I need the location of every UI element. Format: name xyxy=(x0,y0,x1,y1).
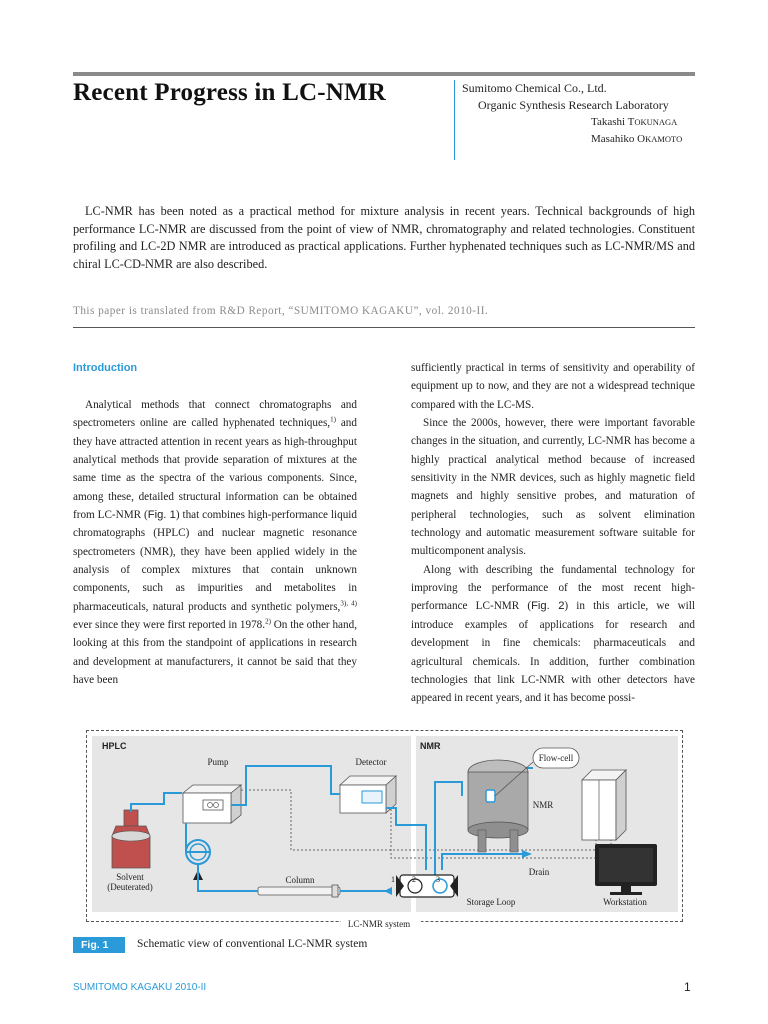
abstract: LC-NMR has been noted as a practical method for mixture analysis in recent years. Technical backgrounds of high performance LC-NMR are discussed from the point of view of NMR, chromatography and related technologies. Constituent profiling and LC-2D NMR are introduced as practical applications. Further hyphenated techniques such as LC-NMR/MS and chiral LC-CD-NMR are also described. xyxy=(73,204,695,271)
detector-label: Detector xyxy=(355,757,387,767)
intro-paragraph-continued: sufficiently practical in terms of sensitivity and operability of equipment up to now, and they are not a widespread technique compared with the LC-MS. xyxy=(411,362,695,411)
affiliation-company: Sumitomo Chemical Co., Ltd. xyxy=(462,81,607,95)
paper-title: Recent Progress in LC-NMR xyxy=(73,79,387,106)
affiliation-lab: Organic Synthesis Research Laboratory xyxy=(478,98,669,112)
fig1-reference: Fig. 1 xyxy=(147,509,176,522)
section-rule xyxy=(73,327,695,328)
author-2: Masahiko OKAMOTO xyxy=(591,133,683,145)
column-tube xyxy=(258,885,340,897)
solvent-sublabel: (Deuterated) xyxy=(107,882,153,892)
intro-paragraph-3: Along with describing the fundamental technology for improving the performance of the most recent high-performance LC-NMR (Fig. 2) in this article, we will introduce examples of applications for research and development in fine chemicals: pharmaceuticals and agricultural chemicals. In addition, further combination technologies that link LC-NMR with other detectors have appeared in recent years, and it has become possi- xyxy=(411,563,695,705)
column-label: Column xyxy=(285,875,315,885)
flow-cell-label: Flow-cell xyxy=(538,753,574,763)
page-number: 1 xyxy=(684,980,691,994)
left-column xyxy=(73,396,357,690)
solvent-label: Solvent xyxy=(116,872,144,882)
valve-port-2: 2 xyxy=(412,875,416,884)
valve-port-1: 1 xyxy=(391,875,395,884)
lc-nmr-schematic xyxy=(86,730,683,935)
storage-loop-label: Storage Loop xyxy=(466,897,516,907)
intro-paragraph-2: Since the 2000s, however, there were important favorable changes in the situation, and currently, LC-NMR has become a highly practical analytical method because of increased sensitivity in the NMR devices, such as highly magnetic field magnets and highly sensitive probes, and maturation of peripheral technologies, such as solvent elimination technology and automatic measurement software suitable for multicomponent analysis. xyxy=(411,417,695,558)
right-column xyxy=(411,359,695,708)
figure-caption: Schematic view of conventional LC-NMR system xyxy=(137,938,368,950)
journal-footer: SUMITOMO KAGAKU 2010-II xyxy=(73,982,207,993)
valve-unit xyxy=(396,875,458,897)
header-divider xyxy=(454,80,455,160)
nmr-unit-label: NMR xyxy=(532,800,554,810)
hplc-label: HPLC xyxy=(102,741,127,751)
nmr-console-icon xyxy=(582,770,626,840)
valve-port-3: 3 xyxy=(436,875,440,884)
header-bar xyxy=(73,72,695,76)
fig2-reference: Fig. 2 xyxy=(531,600,565,613)
section-heading-introduction: Introduction xyxy=(73,362,138,374)
nmr-label: NMR xyxy=(420,741,441,751)
translation-note: This paper is translated from R&D Report, “SUMITOMO KAGAKU”, vol. 2010-II. xyxy=(73,305,489,317)
pump-label: Pump xyxy=(207,757,229,767)
author-1: Takashi TOKUNAGA xyxy=(591,116,678,128)
system-label: LC-NMR system xyxy=(347,919,411,929)
drain-label: Drain xyxy=(528,867,550,877)
intro-paragraph-1: Analytical methods that connect chromatographs and spectrometers online are called hyphenated techniques,$^{1)}$ and they have attracted attention in recent years as high-throughput analytical methods that provide separation of mixtures at the same time as the spectra of the various components. Since, among these, detailed structural information can be obtained from LC-NMR (Fig. 1) that combines high-performance liquid chromatographs (HPLC) and nuclear magnetic resonance spectrometers (NMR), they have been applied widely in the analysis of complex mixtures that contain unknown components, such as impurities and metabolites in pharmaceuticals, natural products and synthetic polymers,$^{3), 4)}$ ever since they were first reported in 1978.$^{2)}$ On the other hand, looking at this from the standpoint of applications in research and development at manufacturers, it cannot be said that they have been xyxy=(73,399,358,687)
figure-tag: Fig. 1 xyxy=(73,937,125,953)
workstation-label: Workstation xyxy=(603,897,647,907)
